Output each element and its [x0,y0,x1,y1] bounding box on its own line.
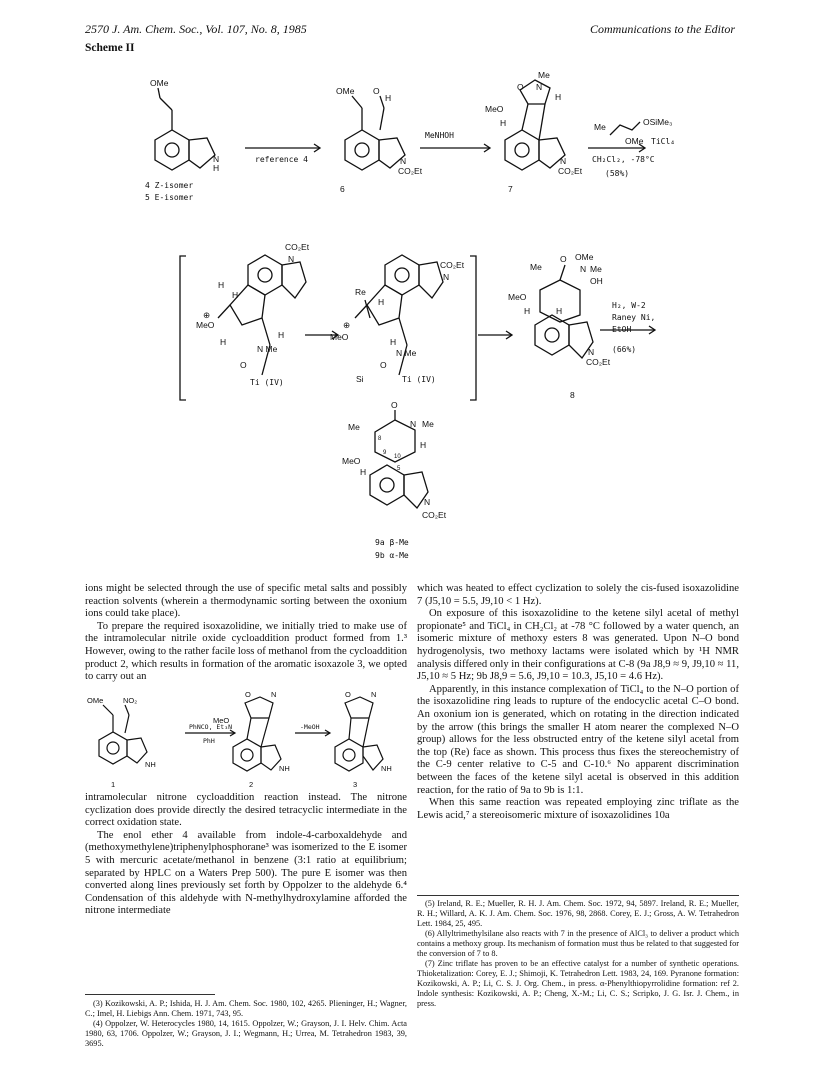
c8-nme: Me [590,264,602,274]
c9-me2: Me [422,419,434,429]
scheme-title: Scheme II [85,42,135,54]
s3-nh: NH [381,764,392,773]
left-column-top [85,583,407,684]
right-para-4: When this same reaction was repeated employing zinc triflate as the Lewis acid,⁷ a stereoisomeric mixture of isoxazolidines 10a [417,797,739,821]
b-co2et: CO₂Et [440,260,465,270]
b-o: O [380,360,387,370]
a-h3: H [278,330,285,340]
a-co2et: CO₂Et [285,242,310,252]
left-para-4: The enol ether 4 available from indole-4-carboxaldehyde and (methoxymethylene)triphenylphosphorane³ was isomerized to the E isomer 5 with mercuric acetate/methanol in benzene (3:1 ratio at equilibrium; separated by HPLC on a Waters Prep 500). The pure E isomer was then converted along lines previously set forth by Oppolzer to the aldehyde 6.⁴ Condensation of this aldehyde with N-methylhydroxylamine afforded the nitrone intermediate [85,829,407,917]
label-1: 1 [111,780,116,789]
arrow-phh: PhH [203,737,215,745]
b-n: N [443,272,450,282]
c8-o: O [560,254,567,264]
c9-h2: H [360,467,367,477]
footnote-5: (5) Ireland, R. E.; Mueller, R. H. J. Am. Chem. Soc. 1972, 94, 5897. Ireland, R. E.; Mueller, R. H.; Willard, A. K. J. Am. Chem. Soc. 1976, 98, 2868. Corey, E. J.; Gross, A. W. Tetrahedron Lett. 1984, 25, 495. [417,899,739,928]
s2-nh: NH [279,764,290,773]
right-footnotes [417,899,739,1009]
c8-h2: H [556,306,563,316]
c4-ome: OMe [150,78,169,88]
c4-h: H [213,163,220,173]
c9-o: O [391,400,398,410]
s3-o: O [345,690,351,699]
b-plus: ⊕ [343,320,351,330]
a-nme: N Me [257,344,278,354]
b-h2: H [390,337,397,347]
c8-h1: H [524,306,531,316]
b-ti: Ti (IV) [402,375,436,384]
arrow-phnco: PhNCO, Et₃N [189,723,233,731]
arrow-meoh: -MeOH [300,723,320,731]
c9-pos9: 9 [383,450,387,456]
a-meo: MeO [196,320,215,330]
label-9b: 9b α-Me [375,551,409,560]
s1-nh: NH [145,760,156,769]
c6-co2et: CO₂Et [398,166,423,176]
left-footnote-rule [85,994,215,995]
arrow-menhoh: MeNHOH [425,131,454,140]
c7-meo: MeO [485,104,504,114]
a-n: N [288,254,295,264]
s2-n: N [271,690,277,699]
b-si: Si [356,374,364,384]
label-2: 2 [249,780,254,789]
header-journal: 2570 J. Am. Chem. Soc., Vol. 107, No. 8, 1985 [85,22,307,36]
label-8: 8 [570,390,575,400]
reagent-conditions: CH₂Cl₂, -78°C [592,155,655,164]
c9-h1: H [420,440,427,450]
reagent2-line1: H₂, W-2 [612,301,646,310]
arrow-reference-4: reference 4 [255,155,308,164]
c9-pos5: 5 [397,466,401,472]
footnote-3: (3) Kozikowski, A. P.; Ishida, H. J. Am. Chem. Soc. 1980, 102, 4265. Plieninger, H.; Wagner, C.; Imel, H. Liebigs Ann. Chem. 1971, 743, 95. [85,999,407,1018]
left-para-2: To prepare the required isoxazolidine, we initially tried to make use of the intramolecular nitrile oxide cycloaddition product formed from 1.³ However, owing to the rather facile loss of methanol from the cycloaddition product 2, which results in formation of the aromatic isoxazole 3, we opted to carry out an [85,620,407,683]
a-h2: H [232,290,239,300]
c4-n: N [213,154,220,164]
c7-n: N [536,82,543,92]
c9-n: N [410,419,417,429]
a-ti: Ti (IV) [250,378,284,387]
label-5: 5 E-isomer [145,193,194,202]
s2-o: O [245,690,251,699]
c7-h2: H [500,118,507,128]
a-plus: ⊕ [203,310,211,320]
c7-o: O [517,82,524,92]
a-h1: H [218,280,225,290]
compound-4 [155,88,215,170]
c8-n: N [580,264,587,274]
b-h1: H [378,297,385,307]
right-column [417,583,739,822]
reagent2-line3: EtOH [612,325,632,334]
a-h4: H [220,337,227,347]
b-meo: MeO [330,332,349,342]
c6-ome: OMe [336,86,355,96]
c9-pos10: 10 [394,454,401,460]
b-nme: N Me [396,348,417,358]
label-7: 7 [508,184,513,194]
s3-n: N [371,690,377,699]
right-para-1: which was heated to effect cyclization to solely the cis-fused isoxazolidine 7 (J5,10 = 5.5, J9,10 < 1 Hz). [417,583,739,607]
s2-meo: MeO [213,716,230,725]
reagent-ticl4: TiCl₄ [651,137,676,146]
compound-8 [535,265,593,358]
right-para-2: On exposure of this isoxazolidine to the ketene silyl acetal of methyl propionate⁵ and TiCl₄ in CH₂Cl₂ at -78 °C followed by a water quench, an isomeric mixture of methoxy esters 8 was generated. Upon N–O bond hydrogenolysis, two methoxy lactams were isolated which by ¹H NMR analysis differed only in their configurations at C-8 (9a J8,9 ≈ 9, J9,10 ≈ 11, J5,10 ≈ 5 Hz; 9b J8,9 = 5.6, J9,10 = 10.3, J5,10 = 4.6 Hz). [417,608,739,683]
right-footnote-rule [417,895,739,896]
b-re: Re [355,287,366,297]
c6-h: H [385,93,392,103]
c7-h1: H [555,92,562,102]
c8-ome: OMe [575,252,594,262]
header-section: Communications to the Editor [590,22,735,36]
c7-me: Me [538,70,550,80]
footnote-4: (4) Oppolzer, W. Heterocycles 1980, 14, 1615. Oppolzer, W.; Grayson, J. I. Helv. Chim. Acta 1980, 63, 1706. Oppolzer, W.; Grayson, J. I.; Wegmann, H.; Urrea, M. Tetrahedron 1983, 39, 3695. [85,1019,407,1048]
footnote-6: (6) Allyltrimethylsilane also reacts with 7 in the presence of AlCl₃ to deliver a product which contains a methoxy group. Its mechanism of formation must thus be related to that suggested for the conversion of 7 to 8. [417,929,739,958]
c6-n: N [400,156,407,166]
c7-co2et: CO₂Et [558,166,583,176]
right-para-3: Apparently, in this instance complexation of TiCl₄ to the N–O portion of the isoxazolidine ring leads to rupture of the endocyclic acetal C–O bond. An oxonium ion is generated, which on rotating in the direction indicated by the arrow (this brings the smaller H atom nearer the complexed N–O group) allows for the less obstructed entry of the ketene silyl acetal from the top (Re) face as shown. This process thus fixes the stereochemistry of the C-9 center relative to C-5 and C-10.⁶ No apparent discrimination between the faces of the ketene silyl acetal is observed in this addition reaction, for the ratio of 9a to 9b is 1:1. [417,683,739,796]
left-para-1: ions might be selected through the use of specific metal salts and possibly reaction solvents (wherein a thermodynamic sorting between the oxonium ions could take place). [85,583,407,620]
c8-me: Me [530,262,542,272]
label-6: 6 [340,184,345,194]
c8-co2et: CO₂Et [586,357,611,367]
c6-o: O [373,86,380,96]
c9-meo: MeO [342,456,361,466]
compound-6 [345,96,405,170]
left-column-bottom [85,792,407,918]
inline-scheme-1-2-3 [85,685,407,790]
c9-co2et: CO₂Et [422,510,447,520]
c7-nring: N [560,156,567,166]
a-o: O [240,360,247,370]
c8-meo: MeO [508,292,527,302]
reagent-me: Me [594,122,606,132]
label-3: 3 [353,780,358,789]
left-para-3: intramolecular nitrone cycloaddition reaction instead. The nitrone cyclization does provide directly the desired tetracyclic intermediate in the correct oxidation state. [85,792,407,829]
reagent-ome: OMe [625,136,644,146]
c9-pos8: 8 [378,436,382,442]
s1-ome: OMe [87,696,104,705]
footnote-7: (7) Zinc triflate has proven to be an effective catalyst for a number of synthetic operations. Thioketalization: Corey, E. J.; Shimoji, K. Tetrahedron Lett. 1983, 24, 169. Pyranone formation: Kozikowski, A. P.; Li, C. S. J. Org. Chem., in press. α-Phenylthiopyrrolidine formation: ref 2. Indole synthesis: Kozikowski, A. P.; Cheng, X.-M.; Li, C. S.; Scripko, J. G. Isr. J. Chem., in press. [417,959,739,1008]
reagent-osime3: OSiMe₃ [643,117,673,127]
reagent2-line2: Raney Ni, [612,313,656,322]
reagent-yield: (58%) [605,169,630,178]
intermediate-a [218,255,306,375]
s1-no2: NO₂ [123,696,138,705]
label-4: 4 Z-isomer [145,181,194,190]
c8-oh: OH [590,276,603,286]
label-9a: 9a β-Me [375,538,409,547]
left-footnotes [85,999,407,1049]
c8-nring: N [588,347,595,357]
c9-nring: N [424,497,431,507]
reagent2-yield: (66%) [612,345,637,354]
c9-me1: Me [348,422,360,432]
